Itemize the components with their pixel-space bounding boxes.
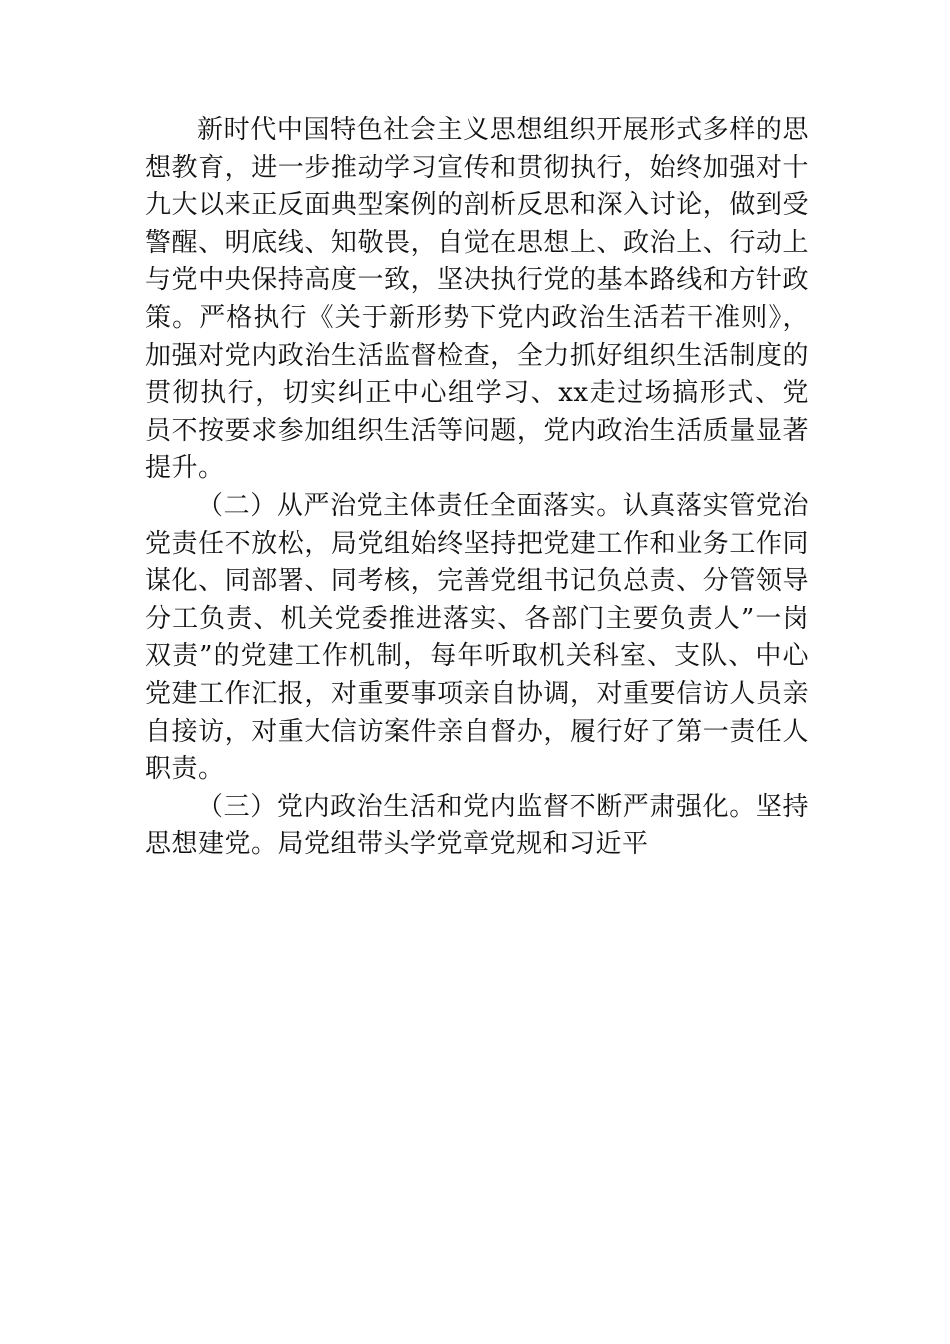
paragraph-2: （二）从严治党主体责任全面落实。认真落实管党治党责任不放松，局党组始终坚持把党建工作和业务工作同谋化、同部署、同考核，完善党组书记负总责、分管领导分工负责、机关党委推进落实、各部门主要负责人”一岗双责”的党建工作机制，每年听取机关科室、支队、中心党建工作汇报，对重要事项亲自协调，对重要信访人员亲自接访，对重大信访案件亲自督办，履行好了第一责任人职责。 bbox=[145, 490, 809, 785]
paragraph-1: 新时代中国特色社会主义思想组织开展形式多样的思想教育，进一步推动学习宣传和贯彻执行，始终加强对十九大以来正反面典型案例的剖析反思和深入讨论，做到受警醒、明底线、知敬畏，自觉在思想上、政治上、行动上与党中央保持高度一致，坚决执行党的基本路线和方针政策。严格执行《关于新形势下党内政治生活若干准则》，加强对党内政治生活监督检查，全力抓好组织生活制度的贯彻执行，切实纠正中心组学习、xx走过场搞形式、党员不按要求参加组织生活等问题，党内政治生活质量显著提升。 bbox=[145, 115, 809, 484]
document-body bbox=[145, 112, 809, 864]
paragraph-3: （三）党内政治生活和党内监督不断严肃强化。坚持思想建党。局党组带头学党章党规和习近平 bbox=[145, 791, 809, 860]
